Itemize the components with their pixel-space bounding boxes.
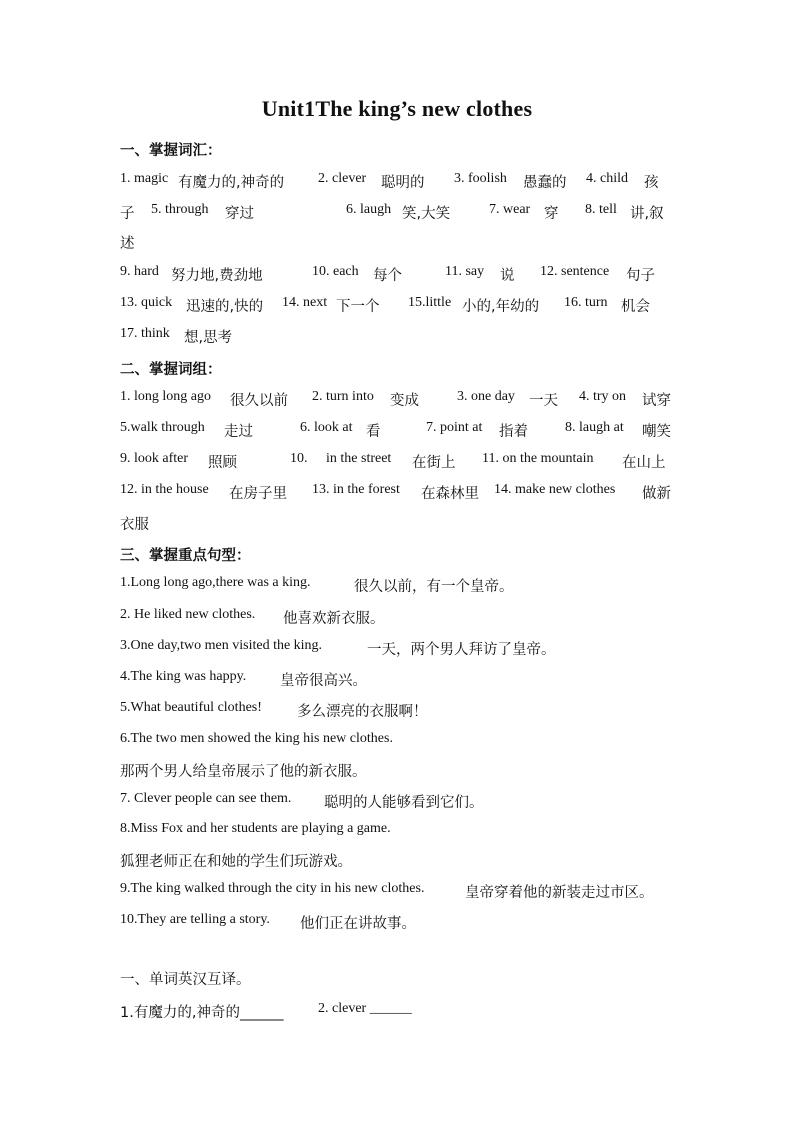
- phrase-en: 14. make new clothes: [494, 482, 616, 497]
- phrase-cn: 走过: [224, 424, 253, 440]
- vocab-cn: 小的,年幼的: [462, 299, 540, 315]
- sentence-cn: 很久以前，有一个皇帝。: [354, 579, 514, 595]
- sentence-cn: 聪明的人能够看到它们。: [324, 795, 484, 811]
- page-title: Unit1The king’s new clothes: [261, 96, 533, 121]
- phrase-cn: 指着: [499, 424, 528, 440]
- phrase-cn: 衣服: [120, 517, 149, 533]
- vocab-en: 16. turn: [564, 295, 608, 310]
- phrase-en: 10.: [290, 451, 308, 466]
- phrase-cn: 一天: [529, 393, 558, 409]
- vocab-en: 9. hard: [120, 264, 159, 279]
- vocab-cn: 努力地,费劲地: [171, 268, 263, 284]
- vocab-cn: 想,思考: [184, 330, 233, 346]
- phrase-cn: 做新: [642, 486, 671, 502]
- exercise-heading: 一、单词英汉互译。: [120, 972, 251, 988]
- phrase-cn: 很久以前: [230, 393, 288, 409]
- phrase-cn: 照顾: [208, 455, 237, 471]
- vocab-cn: 讲,叙: [630, 206, 664, 222]
- exercise-question: 2. clever ______: [318, 1001, 412, 1016]
- vocab-en: 1. magic: [120, 171, 169, 186]
- vocab-en: 4. child: [586, 171, 628, 186]
- phrase-en: 11. on the mountain: [482, 451, 594, 466]
- vocab-cn: 有魔力的,神奇的: [178, 175, 285, 191]
- section3-heading: 三、掌握重点句型：: [120, 548, 251, 564]
- sentence-cn: 他们正在讲故事。: [300, 916, 416, 932]
- phrase-en: 1. long long ago: [120, 389, 211, 404]
- vocab-en: 17. think: [120, 326, 170, 341]
- sentence-cn: 皇帝很高兴。: [280, 673, 367, 689]
- vocab-en: 5. through: [151, 202, 209, 217]
- vocab-en: 10. each: [312, 264, 359, 279]
- phrase-en: 5.walk through: [120, 420, 205, 435]
- vocab-en: 3. foolish: [454, 171, 507, 186]
- phrase-cn: 试穿: [642, 393, 671, 409]
- phrase-cn: 嘲笑: [642, 424, 671, 440]
- sentence-en: 5.What beautiful clothes!: [120, 700, 262, 715]
- phrase-en: 6. look at: [300, 420, 353, 435]
- sentence-cn: 皇帝穿着他的新装走过市区。: [465, 885, 654, 901]
- phrase-en: 13. in the forest: [312, 482, 400, 497]
- sentence-cn: 多么漂亮的衣服啊！: [297, 704, 428, 720]
- vocab-cn: 述: [120, 236, 135, 252]
- vocab-en: 6. laugh: [346, 202, 392, 217]
- vocab-en: 13. quick: [120, 295, 173, 310]
- vocab-en: 14. next: [282, 295, 328, 310]
- sentence-en: 7. Clever people can see them.: [120, 791, 292, 806]
- phrase-en: 3. one day: [457, 389, 515, 404]
- vocab-en: 8. tell: [585, 202, 617, 217]
- vocab-cn: 穿过: [225, 206, 254, 222]
- phrase-cn: 在街上: [412, 455, 456, 471]
- vocab-cn: 子: [120, 206, 135, 222]
- sentence-en: 3.One day,two men visited the king.: [120, 638, 323, 653]
- sentence-en: 4.The king was happy.: [120, 669, 247, 684]
- vocab-cn: 聪明的: [381, 175, 425, 191]
- vocab-cn: 孩: [644, 175, 659, 191]
- sentence-en: 10.They are telling a story.: [120, 912, 270, 927]
- phrase-en: 8. laugh at: [565, 420, 624, 435]
- vocab-cn: 穿: [544, 206, 559, 222]
- sentence-en: 9.The king walked through the city in his new clothes.: [120, 881, 425, 896]
- phrase-en: in the street: [326, 451, 392, 466]
- vocab-en: 11. say: [445, 264, 485, 279]
- vocab-en: 7. wear: [489, 202, 531, 217]
- phrase-cn: 在森林里: [421, 486, 479, 502]
- sentence-en: 2. He liked new clothes.: [120, 607, 256, 622]
- vocab-cn: 说: [500, 268, 515, 284]
- phrase-en: 7. point at: [426, 420, 483, 435]
- phrase-cn: 在山上: [622, 455, 666, 471]
- vocab-cn: 每个: [373, 268, 402, 284]
- vocab-cn: 笑,大笑: [402, 206, 451, 222]
- section1-heading: 一、掌握词汇：: [120, 143, 222, 159]
- vocab-cn: 机会: [621, 299, 650, 315]
- phrase-en: 12. in the house: [120, 482, 209, 497]
- phrase-en: 4. try on: [579, 389, 627, 404]
- sentence-cn: 那两个男人给皇帝展示了他的新衣服。: [120, 764, 367, 780]
- vocab-cn: 下一个: [336, 299, 380, 315]
- vocab-cn: 愚蠢的: [523, 175, 567, 191]
- vocab-cn: 句子: [626, 268, 655, 284]
- vocab-en: 2. clever: [318, 171, 367, 186]
- phrase-en: 9. look after: [120, 451, 189, 466]
- phrase-cn: 看: [366, 424, 381, 440]
- vocab-en: 15.little: [408, 295, 452, 310]
- sentence-cn: 一天，两个男人拜访了皇帝。: [367, 642, 556, 658]
- phrase-cn: 变成: [390, 393, 419, 409]
- vocab-cn: 迅速的,快的: [186, 299, 264, 315]
- phrase-en: 2. turn into: [312, 389, 374, 404]
- sentence-cn: 狐狸老师正在和她的学生们玩游戏。: [120, 854, 352, 870]
- vocab-en: 12. sentence: [540, 264, 610, 279]
- section2-heading: 二、掌握词组：: [120, 362, 222, 378]
- sentence-en: 6.The two men showed the king his new clothes.: [120, 731, 393, 746]
- phrase-cn: 在房子里: [229, 486, 287, 502]
- sentence-en: 8.Miss Fox and her students are playing a game.: [120, 821, 391, 836]
- exercise-question: 1.有魔力的,神奇的______: [120, 1005, 284, 1021]
- sentence-cn: 他喜欢新衣服。: [283, 611, 385, 627]
- sentence-en: 1.Long long ago,there was a king.: [120, 575, 311, 590]
